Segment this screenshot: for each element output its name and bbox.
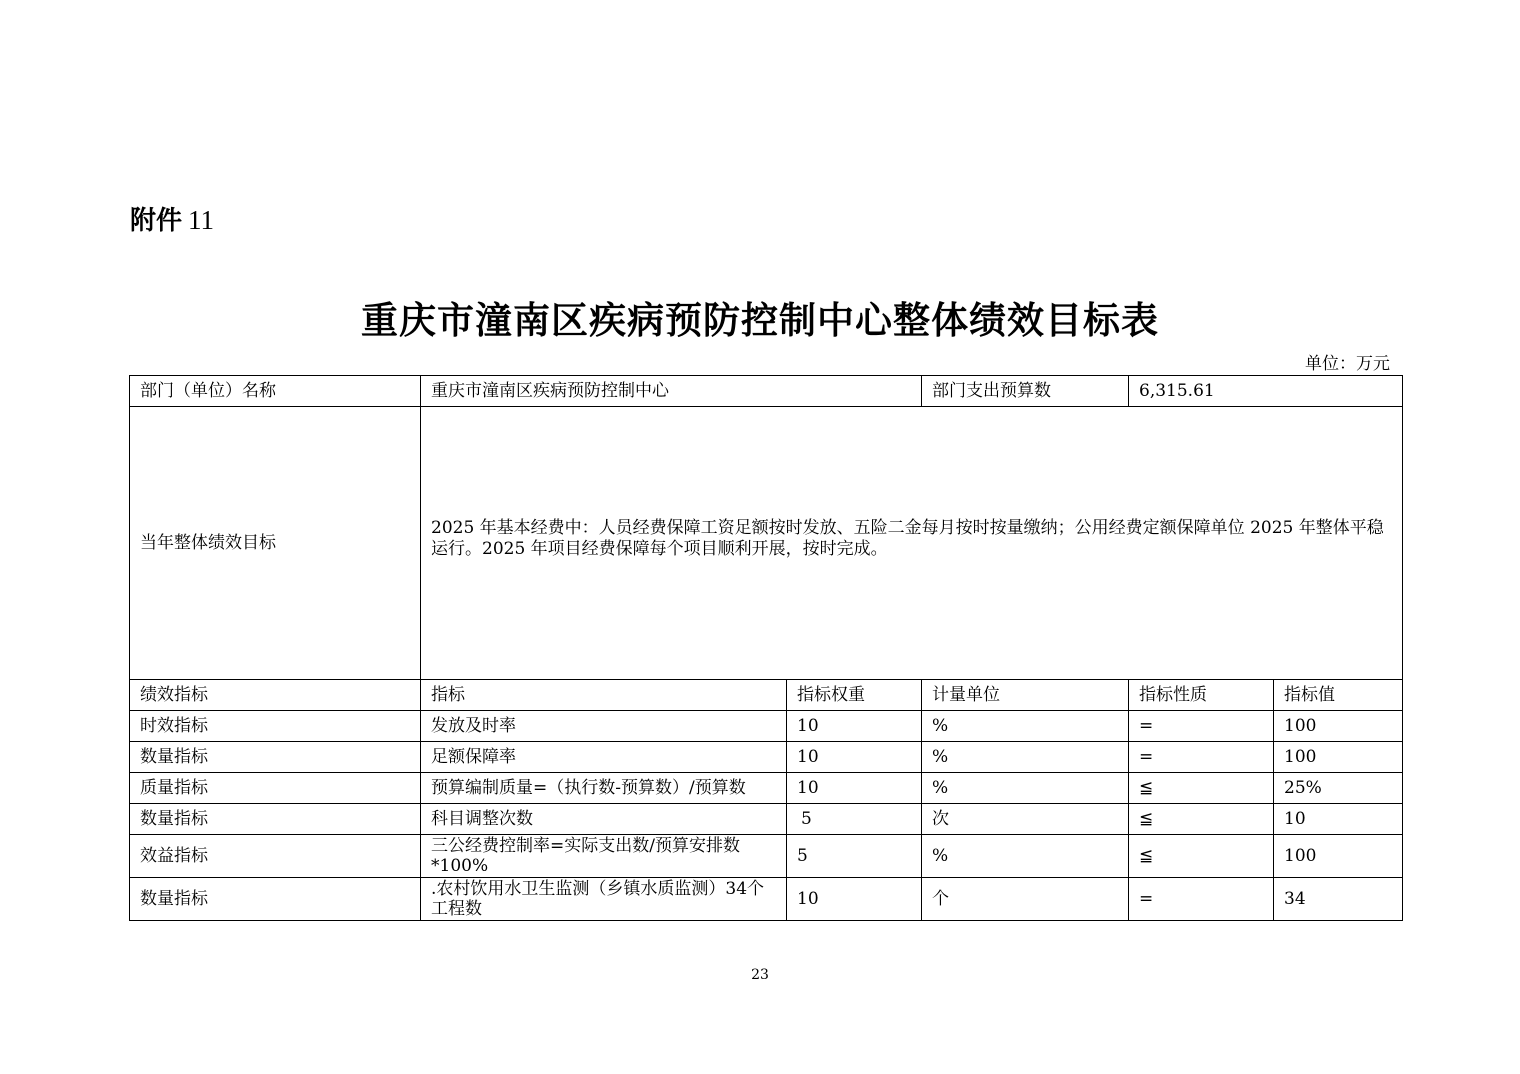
budget-label: 部门支出预算数 — [922, 376, 1129, 407]
header-nature: 指标性质 — [1129, 680, 1274, 711]
goal-label: 当年整体绩效目标 — [130, 407, 421, 680]
header-weight: 指标权重 — [787, 680, 922, 711]
row-category: 数量指标 — [130, 742, 421, 773]
row-indicator: 科目调整次数 — [421, 804, 787, 835]
header-category: 绩效指标 — [130, 680, 421, 711]
row-category: 效益指标 — [130, 835, 421, 878]
row-value: 100 — [1274, 711, 1403, 742]
table-row — [130, 878, 1403, 921]
goal-cell — [421, 407, 1403, 680]
row-category: 数量指标 — [130, 878, 421, 921]
attachment-text: 附件 — [130, 206, 183, 236]
row-unit: 个 — [922, 878, 1129, 921]
row-nature: ≦ — [1129, 835, 1274, 878]
header-row — [130, 680, 1403, 711]
row-weight: 10 — [787, 742, 922, 773]
row-value: 34 — [1274, 878, 1403, 921]
header-unit: 计量单位 — [922, 680, 1129, 711]
goal-row — [130, 407, 1403, 680]
goal-text: 2025 年基本经费中：人员经费保障工资足额按时发放、五险二金每月按时按量缴纳；公用经费定额保障单位 2025 年整体平稳运行。2025 年项目经费保障每个项目顺利开展，按时完成。 — [431, 518, 1384, 559]
table-row — [130, 835, 1403, 878]
row-nature: = — [1129, 711, 1274, 742]
page-number: 23 — [751, 967, 769, 983]
header-value: 指标值 — [1274, 680, 1403, 711]
row-weight: 10 — [787, 773, 922, 804]
row-category: 质量指标 — [130, 773, 421, 804]
budget-value: 6,315.61 — [1129, 376, 1403, 407]
row-category: 时效指标 — [130, 711, 421, 742]
row-indicator: 足额保障率 — [421, 742, 787, 773]
row-indicator: .农村饮用水卫生监测（乡镇水质监测）34个工程数 — [421, 878, 787, 921]
header-indicator: 指标 — [421, 680, 787, 711]
dept-value: 重庆市潼南区疾病预防控制中心 — [421, 376, 922, 407]
row-unit: % — [922, 773, 1129, 804]
row-weight: 5 — [787, 835, 922, 878]
row-indicator: 发放及时率 — [421, 711, 787, 742]
row-nature: = — [1129, 742, 1274, 773]
row-indicator: 三公经费控制率=实际支出数/预算安排数*100% — [421, 835, 787, 878]
row-nature: ≦ — [1129, 773, 1274, 804]
performance-table — [129, 375, 1403, 921]
row-nature: = — [1129, 878, 1274, 921]
row-unit: % — [922, 711, 1129, 742]
row-unit: % — [922, 835, 1129, 878]
attachment-number: 11 — [188, 205, 215, 235]
row-indicator: 预算编制质量=（执行数-预算数）/预算数 — [421, 773, 787, 804]
page-title: 重庆市潼南区疾病预防控制中心整体绩效目标表 — [361, 299, 1159, 342]
row-unit: % — [922, 742, 1129, 773]
table-row — [130, 773, 1403, 804]
table-row — [130, 711, 1403, 742]
row-value: 100 — [1274, 835, 1403, 878]
table-row — [130, 742, 1403, 773]
row-value: 25% — [1274, 773, 1403, 804]
row-weight: 5 — [787, 804, 922, 835]
dept-label: 部门（单位）名称 — [130, 376, 421, 407]
row-weight: 10 — [787, 878, 922, 921]
table-row — [130, 804, 1403, 835]
row-nature: ≦ — [1129, 804, 1274, 835]
dept-row — [130, 376, 1403, 407]
row-value: 10 — [1274, 804, 1403, 835]
row-unit: 次 — [922, 804, 1129, 835]
unit-label: 单位：万元 — [1305, 354, 1390, 374]
row-weight: 10 — [787, 711, 922, 742]
attachment-label — [130, 200, 214, 237]
row-value: 100 — [1274, 742, 1403, 773]
row-category: 数量指标 — [130, 804, 421, 835]
